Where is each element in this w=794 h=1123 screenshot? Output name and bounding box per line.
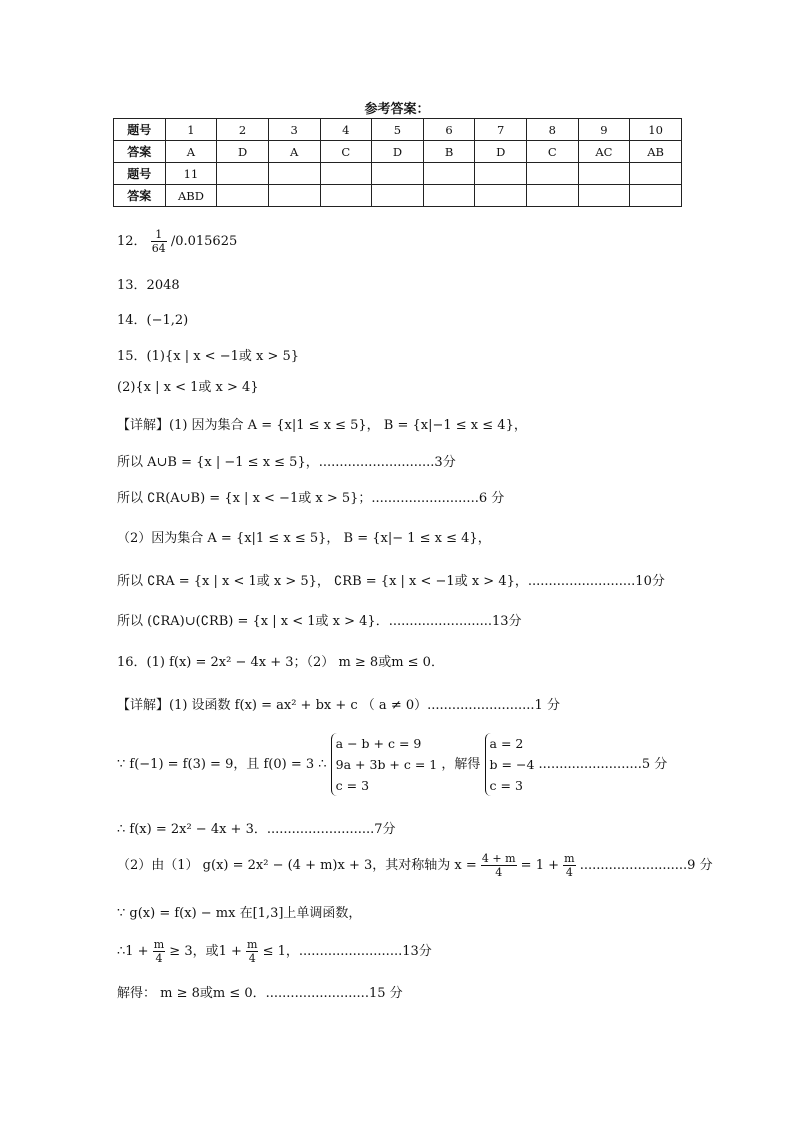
answer-cell: AC <box>578 141 630 163</box>
symmetry-text: （2）由（1） g(x) = 2x² − (4 + m)x + 3，其对称轴为 x = <box>117 858 477 873</box>
answer-cell: B <box>423 141 475 163</box>
fraction-denominator: 64 <box>151 242 166 255</box>
answer-12-rest: /0.015625 <box>170 234 238 249</box>
inequality-text: ∴1 + <box>117 944 149 959</box>
row-label: 题号 <box>114 119 166 141</box>
fraction <box>153 938 165 965</box>
answer-12-prefix: 12． <box>117 234 147 249</box>
detail-15-line1: 【详解】(1) 因为集合 A = {x|1 ≤ x ≤ 5}， B = {x|−1 ≤ x ≤ 4}， <box>117 418 527 433</box>
inequality-text: ≥ 3，或1 + <box>169 944 242 959</box>
empty-cell <box>268 185 320 207</box>
question-number: 6 <box>423 119 475 141</box>
equation: c = 3 <box>489 778 523 793</box>
question-number: 8 <box>527 119 579 141</box>
table-row <box>114 185 682 207</box>
detail-16-line2 <box>117 733 667 796</box>
question-number: 10 <box>630 119 682 141</box>
fraction-denominator: 4 <box>565 866 573 879</box>
detail-16-line4 <box>117 852 713 879</box>
question-number: 5 <box>372 119 424 141</box>
answer-cell: A <box>165 141 217 163</box>
row-label: 题号 <box>114 163 166 185</box>
answer-15-part1: 15．(1){x | x < −1或 x > 5} <box>117 349 300 364</box>
answer-cell: ABD <box>165 185 217 207</box>
answer-16: 16．(1) f(x) = 2x² − 4x + 3；（2） m ≥ 8或m ≤ 0． <box>117 655 444 670</box>
answer-cell: A <box>268 141 320 163</box>
detail-16-line1: 【详解】(1) 设函数 f(x) = ax² + bx + c （ a ≠ 0）..........................1 分 <box>117 698 560 713</box>
fraction-numerator: m <box>153 938 165 951</box>
empty-cell <box>372 163 424 185</box>
fraction-numerator: 4 + m <box>481 852 516 865</box>
question-number: 11 <box>165 163 217 185</box>
empty-cell <box>578 185 630 207</box>
fraction-numerator: 1 <box>151 228 167 242</box>
table-row <box>114 141 682 163</box>
fraction <box>481 852 517 879</box>
answer-cell: D <box>217 141 269 163</box>
table-row <box>114 119 682 141</box>
score-text: .........................5 分 <box>538 757 668 772</box>
detail-16-line5: ∵ g(x) = f(x) − mx 在[1,3]上单调函数， <box>117 906 362 921</box>
equation: a − b + c = 9 <box>335 736 422 751</box>
answer-cell: D <box>475 141 527 163</box>
empty-cell <box>320 185 372 207</box>
empty-cell <box>268 163 320 185</box>
question-number: 1 <box>165 119 217 141</box>
empty-cell <box>217 163 269 185</box>
fraction-numerator: m <box>247 938 258 951</box>
answer-13: 13．2048 <box>117 278 180 293</box>
page-title: 参考答案： <box>364 102 430 117</box>
empty-cell <box>423 163 475 185</box>
detail-16-line7: 解得： m ≥ 8或m ≤ 0．.........................15 分 <box>117 986 403 1001</box>
empty-cell <box>527 163 579 185</box>
detail-15-line2: 所以 A∪B = {x | −1 ≤ x ≤ 5}，............................3分 <box>117 455 456 470</box>
detail-15-line3: 所以 ∁R(A∪B) = {x | x < −1或 x > 5}；..........................6 分 <box>117 491 505 506</box>
fraction <box>563 852 575 879</box>
score-text: ..........................9 分 <box>579 858 713 873</box>
answer-15-part2: (2){x | x < 1或 x > 4} <box>117 380 259 395</box>
equation: c = 3 <box>335 778 370 793</box>
question-number: 3 <box>268 119 320 141</box>
equation: a = 2 <box>489 736 524 751</box>
detail-16-line3: ∴ f(x) = 2x² − 4x + 3．..........................7分 <box>117 822 396 837</box>
fraction-denominator: 4 <box>155 952 163 965</box>
fraction-denominator: 4 <box>495 866 503 879</box>
fraction <box>246 938 258 965</box>
condition-text: ∵ f(−1) = f(3) = 9，且 f(0) = 3 ∴ <box>117 757 327 772</box>
solve-text: ，解得 <box>441 757 481 772</box>
equation-system <box>331 733 438 796</box>
empty-cell <box>217 185 269 207</box>
question-number: 7 <box>475 119 527 141</box>
answer-cell: D <box>372 141 424 163</box>
empty-cell <box>475 185 527 207</box>
empty-cell <box>372 185 424 207</box>
detail-16-line6 <box>117 938 432 965</box>
answer-cell: C <box>320 141 372 163</box>
empty-cell <box>630 163 682 185</box>
empty-cell <box>578 163 630 185</box>
question-number: 4 <box>320 119 372 141</box>
question-number: 9 <box>578 119 630 141</box>
answer-cell: C <box>527 141 579 163</box>
solution-system <box>485 733 535 796</box>
fraction-numerator: m <box>564 852 575 865</box>
answer-table <box>113 118 682 207</box>
equation: b = −4 <box>489 757 535 772</box>
detail-15-line6: 所以 (∁RA)∪(∁RB) = {x | x < 1或 x > 4}．.........................13分 <box>117 614 522 629</box>
score-text: ≤ 1，.........................13分 <box>262 944 432 959</box>
row-label: 答案 <box>114 185 166 207</box>
answer-cell: AB <box>630 141 682 163</box>
row-label: 答案 <box>114 141 166 163</box>
empty-cell <box>423 185 475 207</box>
detail-15-line5: 所以 ∁RA = {x | x < 1或 x > 5}， ∁RB = {x | x < −1或 x > 4}，..........................10分 <box>117 574 665 589</box>
empty-cell <box>527 185 579 207</box>
equals-text: = 1 + <box>520 858 559 873</box>
question-number: 2 <box>217 119 269 141</box>
fraction-denominator: 4 <box>248 952 256 965</box>
empty-cell <box>475 163 527 185</box>
empty-cell <box>630 185 682 207</box>
fraction <box>151 228 167 255</box>
answer-14: 14．(−1,2) <box>117 313 189 328</box>
table-row <box>114 163 682 185</box>
detail-15-line4: （2）因为集合 A = {x|1 ≤ x ≤ 5}， B = {x|− 1 ≤ x ≤ 4}， <box>117 531 491 546</box>
empty-cell <box>320 163 372 185</box>
equation: 9a + 3b + c = 1 <box>335 757 438 772</box>
answer-12 <box>117 228 237 255</box>
